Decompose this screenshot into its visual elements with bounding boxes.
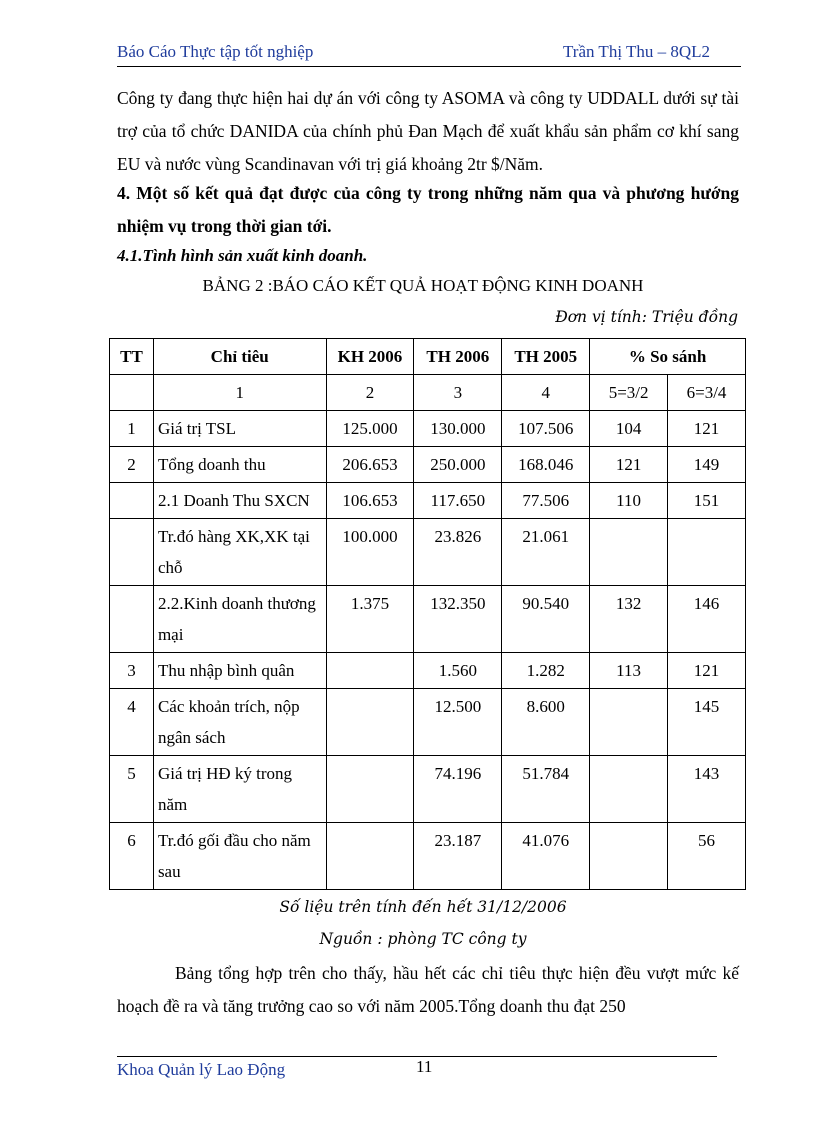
- cell-kh2006: [326, 756, 414, 823]
- table-row: [110, 586, 746, 653]
- cell-kh2006: [326, 689, 414, 756]
- header-indicator: Chỉ tiêu: [153, 339, 326, 375]
- cell-ratio-plan: 121: [590, 447, 668, 483]
- header-kh2006: KH 2006: [326, 339, 414, 375]
- cell-kh2006: 106.653: [326, 483, 414, 519]
- cell-ratio-prev: [668, 519, 746, 586]
- cell-indicator: Giá trị HĐ ký trong năm: [153, 756, 326, 823]
- cell-tt: [110, 586, 154, 653]
- cell-th2005: 51.784: [502, 756, 590, 823]
- cell-ratio-plan: 110: [590, 483, 668, 519]
- cell-indicator: Thu nhập bình quân: [153, 653, 326, 689]
- cell-th2005: 1.282: [502, 653, 590, 689]
- table-row: [110, 823, 746, 890]
- table-row: [110, 756, 746, 823]
- table-row: [110, 411, 746, 447]
- cell-indicator: Giá trị TSL: [153, 411, 326, 447]
- cell-kh2006: 125.000: [326, 411, 414, 447]
- cell-th2006: 12.500: [414, 689, 502, 756]
- cell-th2005: 168.046: [502, 447, 590, 483]
- cell-th2006: 132.350: [414, 586, 502, 653]
- table-title: BẢNG 2 :BÁO CÁO KẾT QUẢ HOẠT ĐỘNG KINH DOANH: [202, 276, 644, 295]
- cell-ratio-plan: 104: [590, 411, 668, 447]
- cell-th2006: 23.187: [414, 823, 502, 890]
- footer-left: Khoa Quản lý Lao Động: [117, 1060, 286, 1079]
- cell-kh2006: 206.653: [326, 447, 414, 483]
- cell-th2006: 74.196: [414, 756, 502, 823]
- subheader-cell: 5=3/2: [590, 375, 668, 411]
- business-report-table: [109, 338, 746, 890]
- table-row: [110, 689, 746, 756]
- cell-th2006: 250.000: [414, 447, 502, 483]
- cell-indicator: Tr.đó gối đầu cho năm sau: [153, 823, 326, 890]
- cell-tt: 4: [110, 689, 154, 756]
- subheader-cell: 6=3/4: [668, 375, 746, 411]
- table-row: [110, 653, 746, 689]
- cell-th2005: 107.506: [502, 411, 590, 447]
- cell-th2005: 41.076: [502, 823, 590, 890]
- section-heading-4-1: 4.1.Tình hình sản xuất kinh doanh.: [117, 246, 368, 265]
- subheader-cell: 3: [414, 375, 502, 411]
- subheader-cell: 4: [502, 375, 590, 411]
- cell-ratio-plan: [590, 756, 668, 823]
- cell-ratio-prev: 143: [668, 756, 746, 823]
- cell-tt: [110, 483, 154, 519]
- table-row: [110, 519, 746, 586]
- table-subheader-row: [110, 375, 746, 411]
- cell-th2006: 117.650: [414, 483, 502, 519]
- table-row: [110, 483, 746, 519]
- subheader-cell: 1: [153, 375, 326, 411]
- cell-tt: 5: [110, 756, 154, 823]
- cell-ratio-prev: 149: [668, 447, 746, 483]
- cell-kh2006: [326, 653, 414, 689]
- cell-ratio-prev: 121: [668, 411, 746, 447]
- header-comparison: % So sánh: [590, 339, 746, 375]
- source-note-date: Số liệu trên tính đến hết 31/12/2006: [279, 898, 567, 916]
- cell-th2005: 77.506: [502, 483, 590, 519]
- cell-indicator: Các khoản trích, nộp ngân sách: [153, 689, 326, 756]
- cell-ratio-prev: 56: [668, 823, 746, 890]
- cell-th2005: 8.600: [502, 689, 590, 756]
- paragraph-projects: Công ty đang thực hiện hai dự án với công ty ASOMA và công ty UDDALL dưới sự tài trợ của tổ chức DANIDA của chính phủ Đan Mạch để xuất khẩu sản phẩm cơ khí sang EU và nước vùng Scandinavan với trị giá khoảng 2tr $/Năm.: [117, 88, 739, 174]
- cell-kh2006: 100.000: [326, 519, 414, 586]
- cell-ratio-prev: 146: [668, 586, 746, 653]
- header-left: Báo Cáo Thực tập tốt nghiệp: [117, 42, 314, 61]
- section-heading-4: 4. Một số kết quả đạt được của công ty trong những năm qua và phương hướng nhiệm vụ trong thời gian tới.: [117, 183, 739, 236]
- cell-indicator: 2.2.Kinh doanh thương mại: [153, 586, 326, 653]
- cell-tt: 1: [110, 411, 154, 447]
- header-th2005: TH 2005: [502, 339, 590, 375]
- cell-ratio-prev: 145: [668, 689, 746, 756]
- header-right: Trần Thị Thu – 8QL2: [563, 42, 711, 61]
- cell-tt: [110, 519, 154, 586]
- cell-ratio-prev: 151: [668, 483, 746, 519]
- cell-th2005: 90.540: [502, 586, 590, 653]
- header-th2006: TH 2006: [414, 339, 502, 375]
- cell-tt: 2: [110, 447, 154, 483]
- paragraph-summary: Bảng tổng hợp trên cho thấy, hầu hết các chỉ tiêu thực hiện đều vượt mức kế hoạch đề ra và tăng trưởng cao so với năm 2005.Tổng doanh thu đạt 250: [117, 963, 739, 1016]
- cell-ratio-plan: 113: [590, 653, 668, 689]
- table-header-row: [110, 339, 746, 375]
- source-note-origin: Nguồn : phòng TC công ty: [319, 930, 527, 948]
- cell-ratio-prev: 121: [668, 653, 746, 689]
- cell-ratio-plan: 132: [590, 586, 668, 653]
- cell-ratio-plan: [590, 519, 668, 586]
- cell-th2006: 130.000: [414, 411, 502, 447]
- cell-ratio-plan: [590, 689, 668, 756]
- cell-indicator: Tr.đó hàng XK,XK tại chỗ: [153, 519, 326, 586]
- header-tt: TT: [110, 339, 154, 375]
- cell-kh2006: [326, 823, 414, 890]
- cell-th2006: 1.560: [414, 653, 502, 689]
- table-row: [110, 447, 746, 483]
- cell-ratio-plan: [590, 823, 668, 890]
- table-unit: Đơn vị tính: Triệu đồng: [555, 308, 738, 326]
- subheader-cell: [110, 375, 154, 411]
- cell-tt: 6: [110, 823, 154, 890]
- subheader-cell: 2: [326, 375, 414, 411]
- cell-indicator: Tổng doanh thu: [153, 447, 326, 483]
- cell-th2006: 23.826: [414, 519, 502, 586]
- page-number: 11: [416, 1057, 433, 1076]
- cell-indicator: 2.1 Doanh Thu SXCN: [153, 483, 326, 519]
- cell-tt: 3: [110, 653, 154, 689]
- header-divider: [117, 66, 741, 67]
- cell-th2005: 21.061: [502, 519, 590, 586]
- cell-kh2006: 1.375: [326, 586, 414, 653]
